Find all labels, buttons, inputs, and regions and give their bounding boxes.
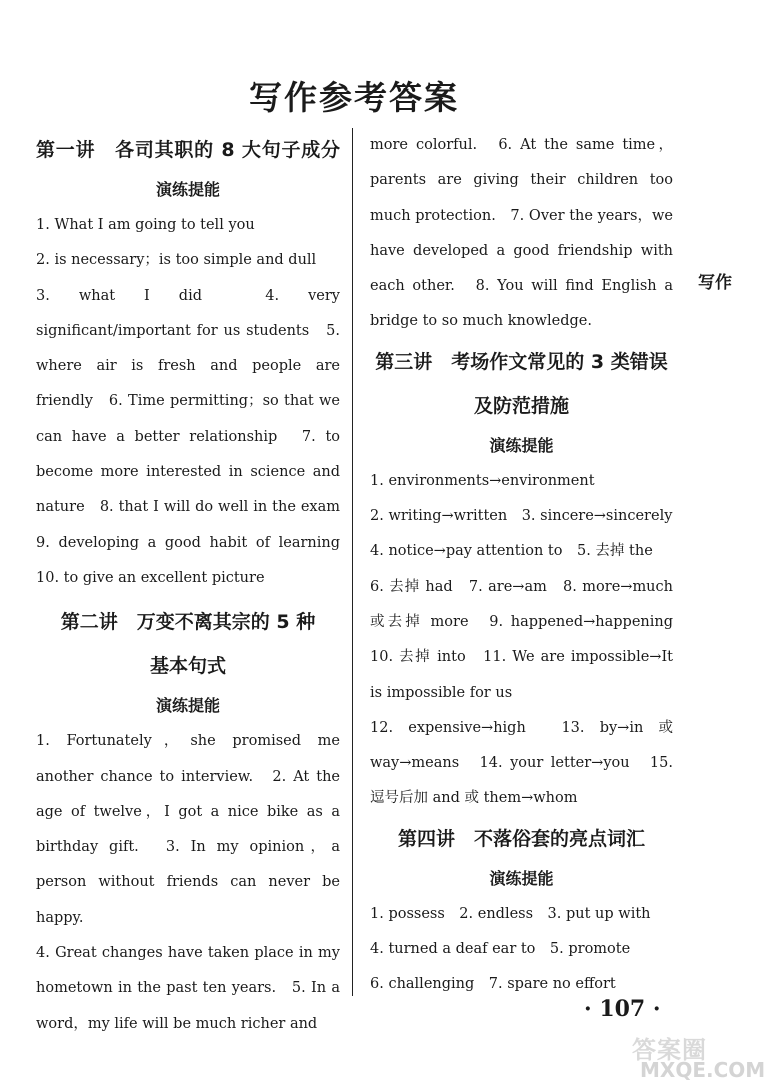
column-divider xyxy=(352,128,353,996)
lecture-3-answers: 1. environments→environment 2. writing→written 3. sincere→sincerely 4. notice→pay attention to 5. 去掉 the 6. 去掉 had 7. are→am 8. more→much 或去掉 more 9. happened→happening 10. 去掉 into 11. We are impossible→It is impossible for us 12. expensive→high 13. by→in 或 way→means 14. your letter→you 15. 逗号后加 and 或 them→whom xyxy=(370,472,673,807)
watermark-url: MXQE.COM xyxy=(640,1058,765,1082)
page-number: · 107 · xyxy=(584,996,661,1022)
lecture-3-subheading: 演练提能 xyxy=(489,435,554,455)
lecture-4-title: 第四讲 不落俗套的亮点词汇 xyxy=(397,827,645,850)
left-column xyxy=(36,128,340,1042)
lecture-3-title-line-2: 及防范措施 xyxy=(473,394,569,417)
section-side-label: 写作 xyxy=(698,273,732,293)
lecture-3-title-line-1: 第三讲 考场作文常见的 3 类错误 xyxy=(375,350,668,373)
right-column xyxy=(370,128,673,1003)
lecture-2-subheading: 演练提能 xyxy=(155,696,220,716)
lecture-2-title-line-1: 第二讲 万变不离其宗的 5 种 xyxy=(60,611,316,634)
lecture-4-answers: 1. possess 2. endless 3. put up with 4. turned a deaf ear to 5. promote 6. challenging 7. spare no effort xyxy=(370,905,651,993)
lecture-2-answers: 1. Fortunately，she promised me another chance to interview. 2. At the age of twelve，I got a nice bike as a birthday gift. 3. In my opinion，a person without friends can never be happy. 4. Great changes have taken place in my hometown in the past ten years. 5. In a word，my life will be much richer and xyxy=(36,733,340,1032)
lecture-2-title-line-2: 基本句式 xyxy=(149,655,226,678)
lecture-1-subheading: 演练提能 xyxy=(155,180,220,199)
lecture-1-title: 第一讲 各司其职的 8 大句子成分 xyxy=(36,139,340,161)
lecture-4-subheading: 演练提能 xyxy=(489,868,554,888)
lecture-1-answers: 1. What I am going to tell you 2. is necessary；is too simple and dull 3. what I did 4. very significant/important for us students 5. where air is fresh and people are friendly 6. Time permitting；so that we can have a better relationship 7. to become more interested in science and nature 8. that I will do well in the exam 9. developing a good habit of learning 10. to give an excellent picture xyxy=(36,217,340,586)
lecture-2-answers-continued: more colorful. 6. At the same time，parents are giving their children too much protection. 7. Over the years，we have developed a good friendship with each other. 8. You will find English a bridge to so much knowledge. xyxy=(370,137,673,330)
page-title: 写作参考答案 xyxy=(249,78,459,117)
watermark-logo: 答案圈 xyxy=(632,1036,707,1064)
